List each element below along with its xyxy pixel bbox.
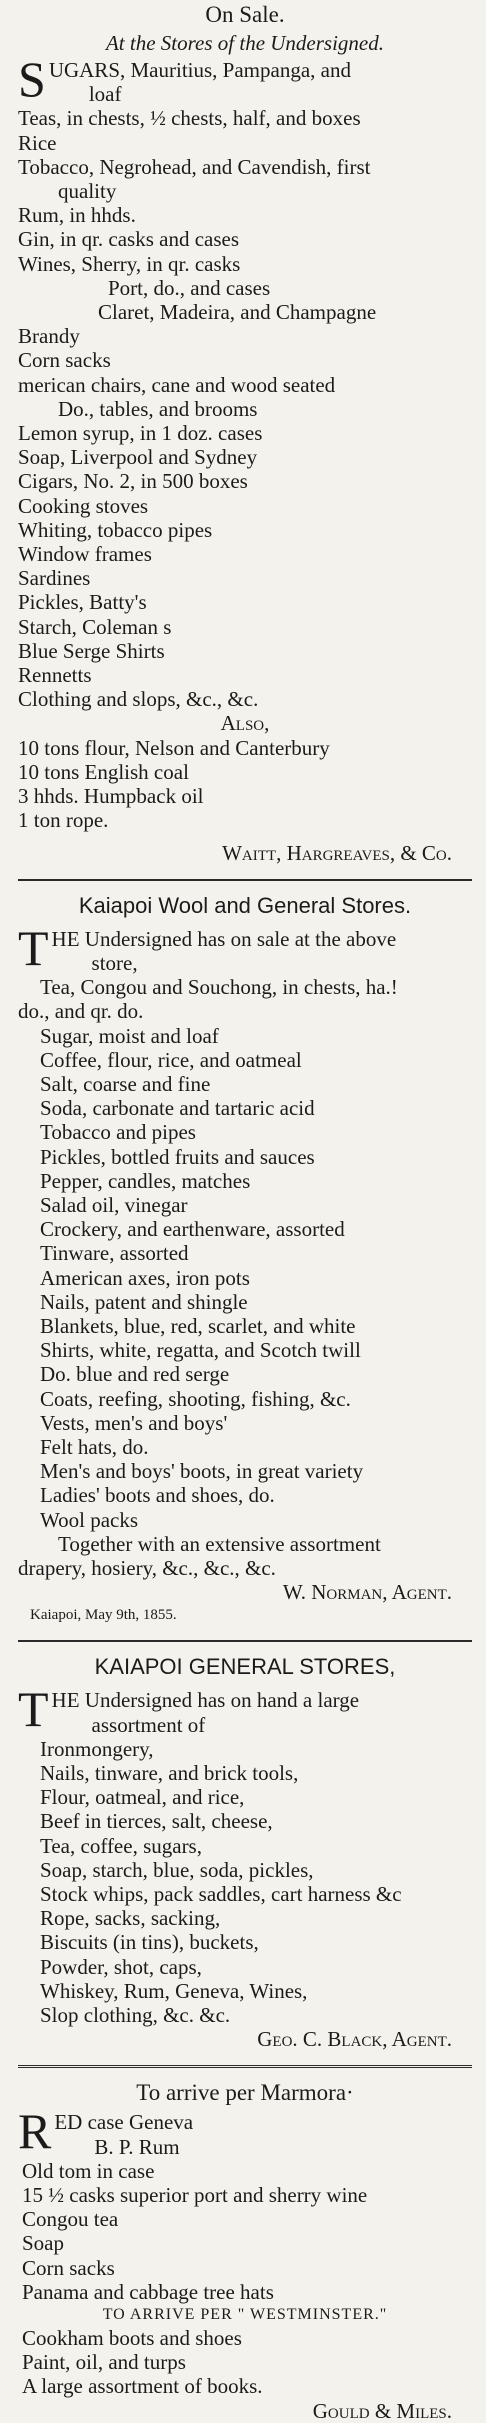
list-item: Cooking stoves bbox=[18, 493, 149, 518]
list-item: Stock whips, pack saddles, cart harness &c bbox=[40, 1882, 402, 1907]
list-item: A large assortment of books. bbox=[22, 2374, 263, 2399]
list-item: Panama and cabbage tree hats bbox=[22, 2279, 274, 2304]
list-item: Starch, Coleman s bbox=[18, 614, 172, 639]
signature: Waitt, Hargreaves, & Co. bbox=[222, 840, 452, 865]
opening-line bbox=[18, 2103, 472, 2160]
list-item: Gin, in qr. casks and cases bbox=[18, 227, 240, 252]
opening-continuation: B. P. Rum bbox=[94, 2134, 180, 2159]
signature: Gould & Miles. bbox=[312, 2398, 452, 2423]
list-item: Tea, coffee, sugars, bbox=[40, 1833, 202, 1858]
opening-text: HE Undersigned has on sale at the above bbox=[51, 926, 397, 951]
list-item: Pickles, bottled fruits and sauces bbox=[40, 1144, 315, 1169]
list-item: Blue Serge Shirts bbox=[18, 638, 165, 663]
list-item: Soap, starch, blue, soda, pickles, bbox=[40, 1857, 314, 1882]
list-item: Rice bbox=[18, 130, 57, 155]
list-item: American axes, iron pots bbox=[40, 1265, 250, 1290]
opening-text: HE Undersigned has on hand a large bbox=[51, 1688, 360, 1713]
list-item: Tea, Congou and Souchong, in chests, ha.! bbox=[40, 975, 398, 1000]
list-item: Felt hats, do. bbox=[40, 1434, 149, 1459]
drop-cap: R bbox=[18, 2103, 52, 2160]
list-item: Teas, in chests, ½ chests, half, and boxes bbox=[18, 106, 361, 131]
list-item: Ladies' boots and shoes, do. bbox=[40, 1483, 275, 1508]
list-item: Do., tables, and brooms bbox=[58, 396, 258, 421]
signature: Geo. C. Black, Agent. bbox=[257, 2027, 452, 2052]
list-item: Blankets, blue, red, scarlet, and white bbox=[40, 1313, 356, 1338]
list-item: quality bbox=[58, 179, 117, 204]
list-item: Men's and boys' boots, in great variety bbox=[40, 1459, 364, 1484]
list-item: Coffee, flour, rice, and oatmeal bbox=[40, 1047, 302, 1072]
list-item: Rope, sacks, sacking, bbox=[40, 1906, 221, 1931]
list-item: Brandy bbox=[18, 324, 80, 349]
advertisement-kaiapoi-general bbox=[18, 1652, 472, 2051]
list-item: drapery, hosiery, &c., &c., &c. bbox=[18, 1555, 276, 1580]
list-item: do., and qr. do. bbox=[18, 999, 144, 1024]
opening-continuation: loaf bbox=[88, 82, 122, 107]
list-item: Tobacco and pipes bbox=[40, 1120, 196, 1145]
list-item: Soap bbox=[22, 2231, 64, 2256]
list-item: Lemon syrup, in 1 doz. cases bbox=[18, 421, 263, 446]
ad-subtitle: At the Stores of the Undersigned. bbox=[105, 31, 384, 55]
list-item: Do. blue and red serge bbox=[40, 1362, 230, 1387]
opening-continuation: assortment of bbox=[91, 1712, 206, 1737]
column-divider bbox=[18, 879, 472, 881]
opening-text: ED case Geneva bbox=[54, 2110, 194, 2135]
list-item: Corn sacks bbox=[22, 2255, 115, 2280]
opening-line bbox=[18, 51, 472, 107]
list-item: Corn sacks bbox=[18, 348, 111, 373]
ad-title: To arrive per Marmora· bbox=[136, 2080, 354, 2106]
list-item: Pepper, candles, matches bbox=[40, 1168, 251, 1193]
list-item: Nails, patent and shingle bbox=[40, 1289, 248, 1314]
list-item: 10 tons English coal bbox=[18, 759, 189, 784]
opening-continuation: store, bbox=[91, 950, 138, 975]
list-item: Old tom in case bbox=[22, 2158, 155, 2183]
list-item: Ironmongery, bbox=[40, 1736, 154, 1761]
drop-cap: S bbox=[18, 51, 46, 107]
list-item: Shirts, white, regatta, and Scotch twill bbox=[40, 1338, 361, 1363]
list-item: Cigars, No. 2, in 500 boxes bbox=[18, 469, 248, 494]
list-item: 3 hhds. Humpback oil bbox=[18, 784, 204, 809]
list-item: Biscuits (in tins), buckets, bbox=[40, 1930, 259, 1955]
list-item: Soap, Liverpool and Sydney bbox=[18, 445, 258, 470]
list-item: Vests, men's and boys' bbox=[40, 1410, 228, 1435]
ad-title: KAIAPOI GENERAL STORES, bbox=[94, 1654, 396, 1680]
list-item: Wines, Sherry, in qr. casks bbox=[18, 251, 241, 276]
advertisement-kaiapoi-wool bbox=[18, 891, 472, 1627]
list-item: Together with an extensive assortment bbox=[58, 1531, 381, 1556]
list-item: Pickles, Batty's bbox=[18, 590, 147, 615]
list-item: Coats, reefing, shooting, fishing, &c. bbox=[40, 1386, 351, 1411]
subheading: TO ARRIVE PER " WESTMINSTER." bbox=[102, 2306, 388, 2324]
column-divider bbox=[18, 2065, 472, 2068]
column-divider bbox=[18, 1640, 472, 1642]
list-item: Powder, shot, caps, bbox=[40, 1954, 202, 1979]
opening-line bbox=[18, 1681, 472, 1738]
also-heading: Also, bbox=[220, 711, 270, 736]
list-item: Salad oil, vinegar bbox=[40, 1192, 188, 1217]
list-item: Sugar, moist and loaf bbox=[40, 1023, 219, 1048]
list-item: Beef in tierces, salt, cheese, bbox=[40, 1809, 273, 1834]
drop-cap: T bbox=[18, 919, 49, 976]
list-item: Rum, in hhds. bbox=[18, 203, 136, 228]
list-item: Paint, oil, and turps bbox=[22, 2350, 186, 2375]
list-item: Crockery, and earthenware, assorted bbox=[40, 1217, 345, 1242]
list-item: Congou tea bbox=[22, 2207, 119, 2232]
ad-title: On Sale. bbox=[205, 2, 285, 27]
list-item: Soda, carbonate and tartaric acid bbox=[40, 1096, 315, 1121]
opening-line bbox=[18, 919, 472, 976]
list-item: Tinware, assorted bbox=[40, 1241, 189, 1266]
advertisement-on-sale bbox=[18, 0, 472, 865]
list-item: Tobacco, Negrohead, and Cavendish, first bbox=[18, 154, 371, 179]
drop-cap: T bbox=[18, 1681, 49, 1738]
list-item: Claret, Madeira, and Champagne bbox=[98, 300, 377, 325]
ad-title: Kaiapoi Wool and General Stores. bbox=[78, 892, 412, 918]
list-item: Whiting, tobacco pipes bbox=[18, 517, 213, 542]
list-item: Port, do., and cases bbox=[108, 275, 271, 300]
list-item: 10 tons flour, Nelson and Canterbury bbox=[18, 735, 330, 760]
opening-text: UGARS, Mauritius, Pampanga, and bbox=[48, 58, 351, 82]
list-item: Sardines bbox=[18, 566, 91, 591]
list-item: Rennetts bbox=[18, 663, 92, 688]
list-item: Salt, coarse and fine bbox=[40, 1071, 211, 1096]
signature: W. Norman, Agent. bbox=[282, 1580, 452, 1605]
list-item: Whiskey, Rum, Geneva, Wines, bbox=[40, 1978, 308, 2003]
list-item: Slop clothing, &c. &c. bbox=[40, 2003, 231, 2028]
date-line: Kaiapoi, May 9th, 1855. bbox=[30, 1607, 177, 1624]
list-item: 1 ton rope. bbox=[18, 808, 109, 833]
list-item: Cookham boots and shoes bbox=[22, 2326, 242, 2351]
list-item: Nails, tinware, and brick tools, bbox=[40, 1761, 299, 1785]
list-item: Window frames bbox=[18, 542, 152, 567]
list-item: 15 ½ casks superior port and sherry wine bbox=[22, 2183, 368, 2208]
list-item: Wool packs bbox=[40, 1507, 139, 1532]
list-item: Flour, oatmeal, and rice, bbox=[40, 1785, 245, 1810]
list-item: merican chairs, cane and wood seated bbox=[18, 372, 336, 397]
advertisement-marmora bbox=[18, 2078, 472, 2422]
list-item: Clothing and slops, &c., &c. bbox=[18, 687, 259, 712]
